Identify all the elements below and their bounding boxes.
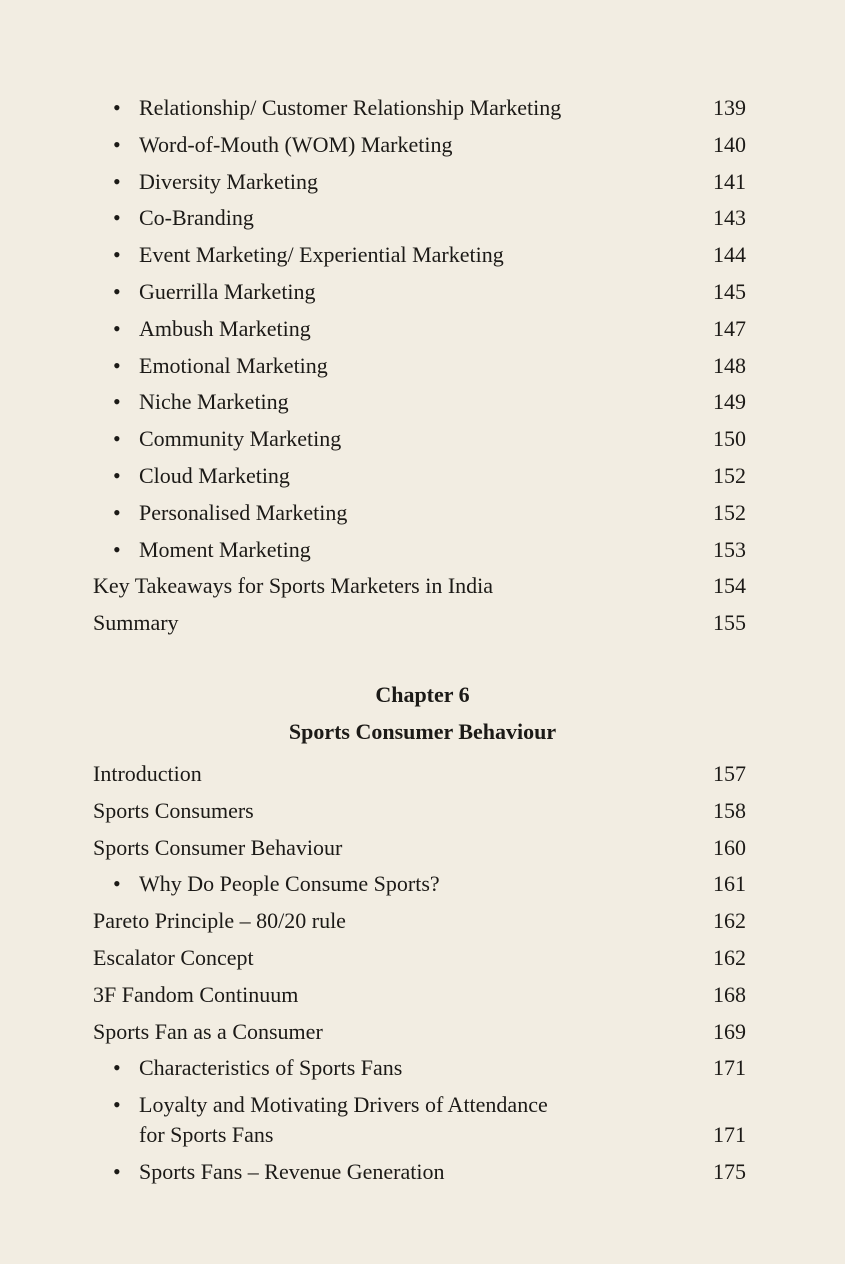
bullet-icon: • [113,463,121,488]
bullet-icon: • [113,352,121,378]
toc-entry [93,796,746,826]
toc-entry [113,1090,746,1150]
toc-entry-text: Escalator Concept [93,945,254,970]
toc-entry [93,1017,746,1047]
toc-entry-title [113,869,440,899]
toc-entry-text-line2: for Sports Fans [139,1122,274,1148]
toc-entry-text: Sports Fans – Revenue Generation [139,1159,445,1184]
toc-entry [113,351,746,381]
toc-entry-page-number: 143 [713,205,746,231]
chapter-title: Sports Consumer Behaviour [288,719,557,744]
bullet-icon: • [113,279,121,304]
bullet-icon: • [113,205,121,231]
toc-entry [113,1157,746,1187]
toc-entry [113,1053,746,1083]
toc-entry-text: Cloud Marketing [139,463,290,488]
toc-entry-text: Introduction [93,761,202,786]
toc-entry [93,571,746,601]
toc-entry-text: Why Do People Consume Sports? [139,871,440,897]
bullet-icon: • [113,242,121,268]
toc-entry [113,167,746,197]
toc-entry-text: Emotional Marketing [139,352,328,378]
toc-entry-title [113,498,347,528]
toc-entry-page-number: 162 [713,945,746,970]
toc-entry-title [113,535,311,565]
toc-entry-page-number: 140 [713,131,746,157]
toc-entry-page-number: 154 [713,573,746,599]
toc-entry-page-number: 148 [713,352,746,378]
toc-entry-title [113,130,453,160]
toc-entry-title [93,906,346,936]
toc-entry-title [113,387,289,417]
bullet-icon: • [113,536,121,562]
toc-entry-title [113,240,504,270]
bullet-icon: • [113,1092,121,1118]
toc-entry-title [113,1053,402,1083]
bullet-icon: • [113,1055,121,1081]
toc-entry-title [93,1017,323,1047]
toc-entry-title [93,980,298,1010]
toc-entry-page-number: 139 [713,95,746,120]
toc-entry-text: Loyalty and Motivating Drivers of Attendance [139,1092,548,1118]
toc-entry-text: Community Marketing [139,426,342,452]
toc-entry-text: Relationship/ Customer Relationship Marketing [139,95,562,120]
toc-entry-title [93,796,254,826]
toc-entry [113,93,746,123]
toc-entry-page-number: 150 [713,426,746,452]
bullet-icon: • [113,131,121,157]
toc-entry [113,314,746,344]
toc-entry-page-number: 171 [713,1122,746,1148]
toc-entry-page-number: 160 [713,834,746,860]
toc-entry-page-number: 168 [713,981,746,1007]
toc-entry [93,608,746,638]
toc-entry-text: Moment Marketing [139,536,311,562]
toc-entry-text: Word-of-Mouth (WOM) Marketing [139,131,453,157]
toc-entry-page-number: 171 [713,1055,746,1081]
toc-entry-title [113,351,328,381]
toc-entry-title [113,1157,445,1187]
toc-entry-text: Key Takeaways for Sports Marketers in India [93,573,494,599]
toc-entry-text: Personalised Marketing [139,499,348,525]
toc-entry-page-number: 145 [713,279,746,304]
toc-entry-page-number: 141 [713,168,746,194]
bullet-icon: • [113,95,121,120]
toc-entry-text: Ambush Marketing [139,315,311,341]
bullet-icon: • [113,1159,121,1184]
toc-entry-page-number: 175 [713,1159,746,1184]
toc-entry-page-number: 152 [713,463,746,488]
toc-entry-page-number: 158 [713,797,746,823]
toc-entry-text: Diversity Marketing [139,168,319,194]
toc-entry [93,759,746,789]
toc-entry-text: Summary [93,610,179,636]
bullet-icon: • [113,499,121,525]
toc-entry [113,240,746,270]
toc-entry [93,833,746,863]
toc-entry [113,424,746,454]
bullet-icon: • [113,315,121,341]
toc-entry-text: Sports Consumer Behaviour [93,834,343,860]
toc-entry-text: Niche Marketing [139,389,289,415]
bullet-icon: • [113,168,121,194]
toc-entry-title [93,833,342,863]
bullet-icon: • [113,871,121,897]
toc-entry [93,906,746,936]
toc-entry-title [113,203,254,233]
toc-entry-page-number: 147 [713,315,746,341]
toc-entry [113,461,746,491]
toc-entry-page-number: 149 [713,389,746,415]
toc-entry-title [93,943,254,973]
toc-entry-title [113,277,316,307]
bullet-icon: • [113,389,121,415]
toc-entry-text: 3F Fandom Continuum [93,981,299,1007]
toc-entry [113,535,746,565]
toc-entry-page-number: 155 [713,610,746,636]
toc-entry-title [113,1090,633,1150]
toc-entry [113,387,746,417]
toc-entry-title [93,608,179,638]
toc-entry-page-number: 161 [713,871,746,897]
toc-entry-title [113,424,341,454]
toc-entry [113,203,746,233]
toc-entry-page-number: 152 [713,499,746,525]
toc-entry [113,869,746,899]
toc-entry-page-number: 162 [713,908,746,934]
toc-entry [113,498,746,528]
toc-entry-title [93,571,493,601]
toc-entry [93,980,746,1010]
toc-entry-title [113,93,561,123]
toc-entry [113,130,746,160]
toc-entry [113,277,746,307]
toc-entry-text: Sports Fan as a Consumer [93,1018,323,1044]
toc-entry-text: Pareto Principle – 80/20 rule [93,908,346,934]
toc-entry-text: Characteristics of Sports Fans [139,1055,403,1081]
toc-entry-title [93,759,202,789]
toc-entry [93,943,746,973]
toc-entry-text: Guerrilla Marketing [139,279,316,304]
toc-entry-page-number: 169 [713,1018,746,1044]
toc-entry-title [113,461,290,491]
chapter-label: Chapter 6 [375,682,470,707]
toc-entry-page-number: 157 [713,761,746,786]
toc-entry-page-number: 153 [713,536,746,562]
bullet-icon: • [113,426,121,452]
toc-entry-text: Sports Consumers [93,797,254,823]
toc-entry-title [113,167,318,197]
toc-entry-title [113,314,311,344]
toc-entry-text: Co-Branding [139,205,254,231]
toc-entry-text: Event Marketing/ Experiential Marketing [139,242,504,268]
toc-entry-page-number: 144 [713,242,746,268]
